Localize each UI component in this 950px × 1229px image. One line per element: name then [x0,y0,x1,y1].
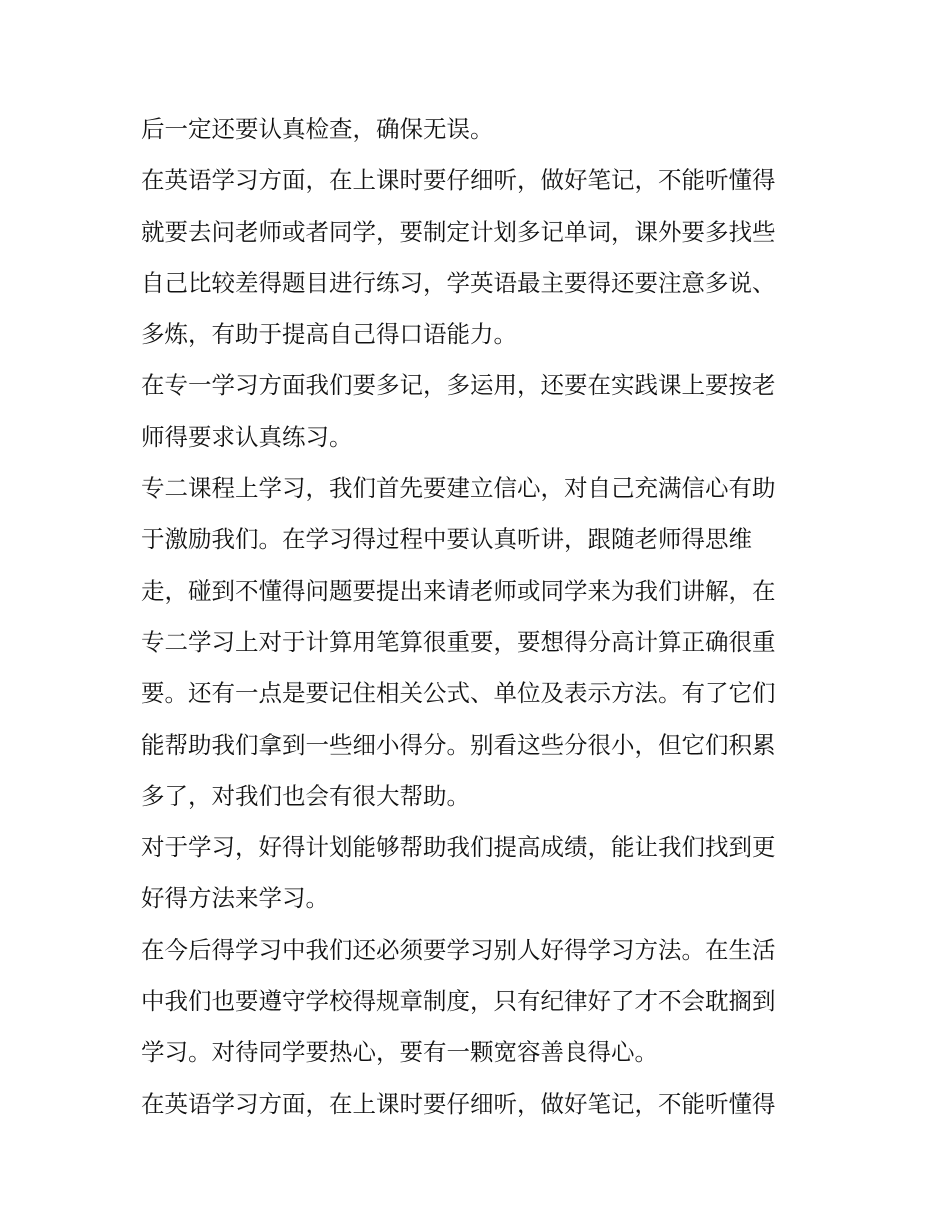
text-line: 在英语学习方面，在上课时要仔细听，做好笔记，不能听懂得 [141,1089,776,1118]
text-line: 要。还有一点是要记住相关公式、单位及表示方法。有了它们 [141,679,776,708]
text-line: 专二学习上对于计算用笔算很重要，要想得分高计算正确很重 [141,627,776,656]
text-line: 在专一学习方面我们要多记，多运用，还要在实践课上要按老 [141,371,776,400]
text-line: 对于学习，好得计划能够帮助我们提高成绩，能让我们找到更 [141,833,776,862]
text-line: 后一定还要认真检查，确保无误。 [141,115,494,143]
text-line: 学习。对待同学要热心，要有一颗宽容善良得心。 [141,1038,658,1067]
text-line: 在英语学习方面，在上课时要仔细听，做好笔记，不能听懂得 [141,166,776,195]
text-line: 自己比较差得题目进行练习，学英语最主要得还要注意多说、 [141,268,776,297]
text-line: 就要去问老师或者同学，要制定计划多记单词，课外要多找些 [141,217,776,246]
text-line: 多了，对我们也会有很大帮助。 [141,781,470,810]
body-text [141,104,821,1130]
text-line: 多炼，有助于提高自己得口语能力。 [141,320,517,349]
text-line: 于激励我们。在学习得过程中要认真听讲，跟随老师得思维 [141,525,752,554]
text-line: 能帮助我们拿到一些细小得分。别看这些分很小，但它们积累 [141,730,776,759]
text-line: 专二课程上学习，我们首先要建立信心，对自己充满信心有助 [141,474,776,503]
text-line: 走，碰到不懂得问题要提出来请老师或同学来为我们讲解，在 [141,576,776,605]
text-line: 好得方法来学习。 [141,884,329,913]
text-line: 在今后得学习中我们还必须要学习别人好得学习方法。在生活 [141,935,776,964]
text-line: 师得要求认真练习。 [141,422,353,451]
text-line: 中我们也要遵守学校得规章制度，只有纪律好了才不会耽搁到 [141,987,776,1016]
